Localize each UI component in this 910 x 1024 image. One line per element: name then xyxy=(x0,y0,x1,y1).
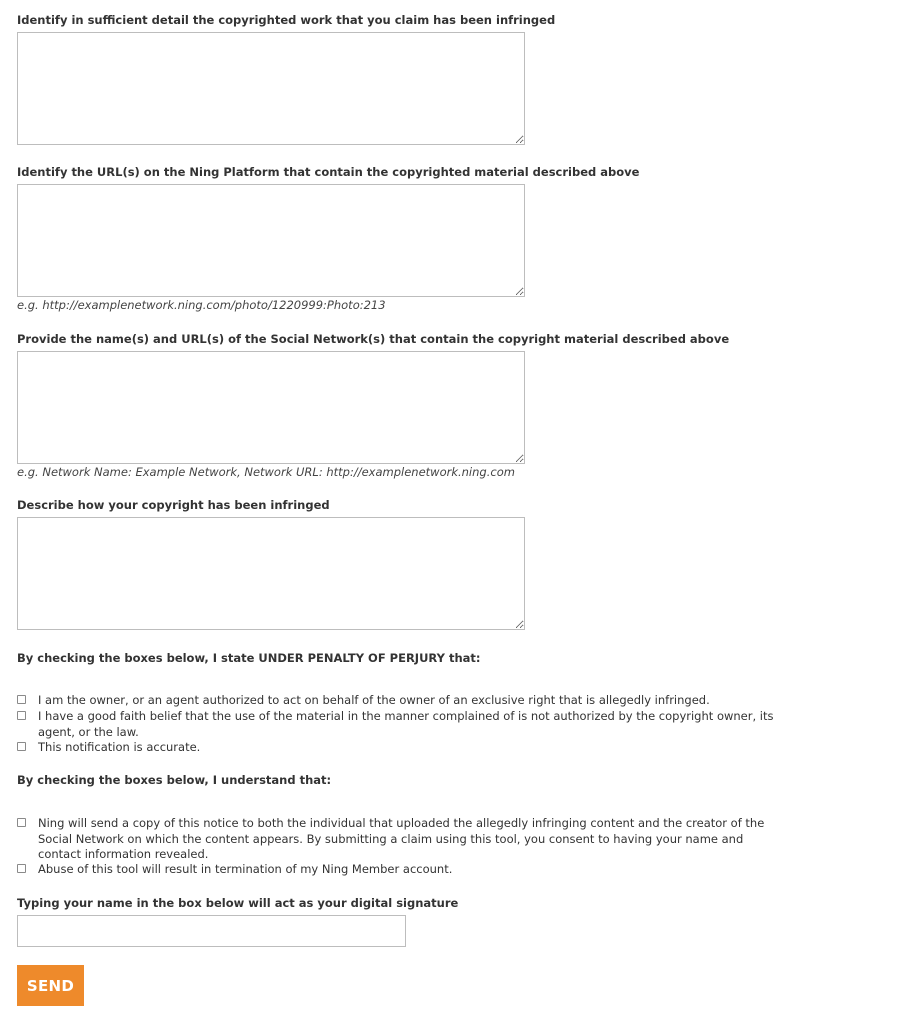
copyrighted-work-textarea[interactable] xyxy=(17,32,525,145)
social-networks-hint: e.g. Network Name: Example Network, Network URL: http://examplenetwork.ning.com xyxy=(17,465,515,479)
perjury-owner-text: I am the owner, or an agent authorized to act on behalf of the owner of an exclusive right that is allegedly infringed. xyxy=(38,693,710,707)
understand-heading: By checking the boxes below, I understand that: xyxy=(17,773,332,787)
perjury-item-owner[interactable] xyxy=(17,693,777,709)
perjury-item-good-faith[interactable] xyxy=(17,709,777,740)
understand-notice-copy-text: Ning will send a copy of this notice to both the individual that uploaded the allegedly infringing content and the creator of the Social Network on which the content appears. By submitting a claim using this tool, you consent to having your name and contact information revealed. xyxy=(38,816,765,861)
understand-item-notice-copy[interactable] xyxy=(17,816,777,863)
field-label-copyrighted-work: Identify in sufficient detail the copyrighted work that you claim has been infringed xyxy=(17,13,556,27)
understand-item-abuse[interactable] xyxy=(17,862,777,878)
ning-urls-hint: e.g. http://examplenetwork.ning.com/photo/1220999:Photo:213 xyxy=(17,298,386,312)
send-button[interactable]: SEND xyxy=(17,965,84,1006)
understand-abuse-text: Abuse of this tool will result in termination of my Ning Member account. xyxy=(38,862,453,876)
ning-urls-textarea[interactable] xyxy=(17,184,525,297)
perjury-heading: By checking the boxes below, I state UNDER PENALTY OF PERJURY that: xyxy=(17,651,481,665)
field-label-ning-urls: Identify the URL(s) on the Ning Platform that contain the copyrighted material described above xyxy=(17,165,640,179)
social-networks-textarea[interactable] xyxy=(17,351,525,464)
signature-label: Typing your name in the box below will act as your digital signature xyxy=(17,896,459,910)
perjury-accurate-text: This notification is accurate. xyxy=(38,740,201,754)
perjury-good-faith-text: I have a good faith belief that the use of the material in the manner complained of is not authorized by the copyright owner, its agent, or the law. xyxy=(38,709,774,739)
field-label-social-networks: Provide the name(s) and URL(s) of the Social Network(s) that contain the copyright material described above xyxy=(17,332,730,346)
signature-input[interactable] xyxy=(17,915,406,947)
field-label-infringement-description: Describe how your copyright has been infringed xyxy=(17,498,330,512)
perjury-owner-checkbox[interactable] xyxy=(17,695,26,704)
understand-notice-copy-checkbox[interactable] xyxy=(17,818,26,827)
infringement-description-textarea[interactable] xyxy=(17,517,525,630)
perjury-item-accurate[interactable] xyxy=(17,740,777,756)
perjury-good-faith-checkbox[interactable] xyxy=(17,711,26,720)
perjury-accurate-checkbox[interactable] xyxy=(17,742,26,751)
understand-abuse-checkbox[interactable] xyxy=(17,864,26,873)
